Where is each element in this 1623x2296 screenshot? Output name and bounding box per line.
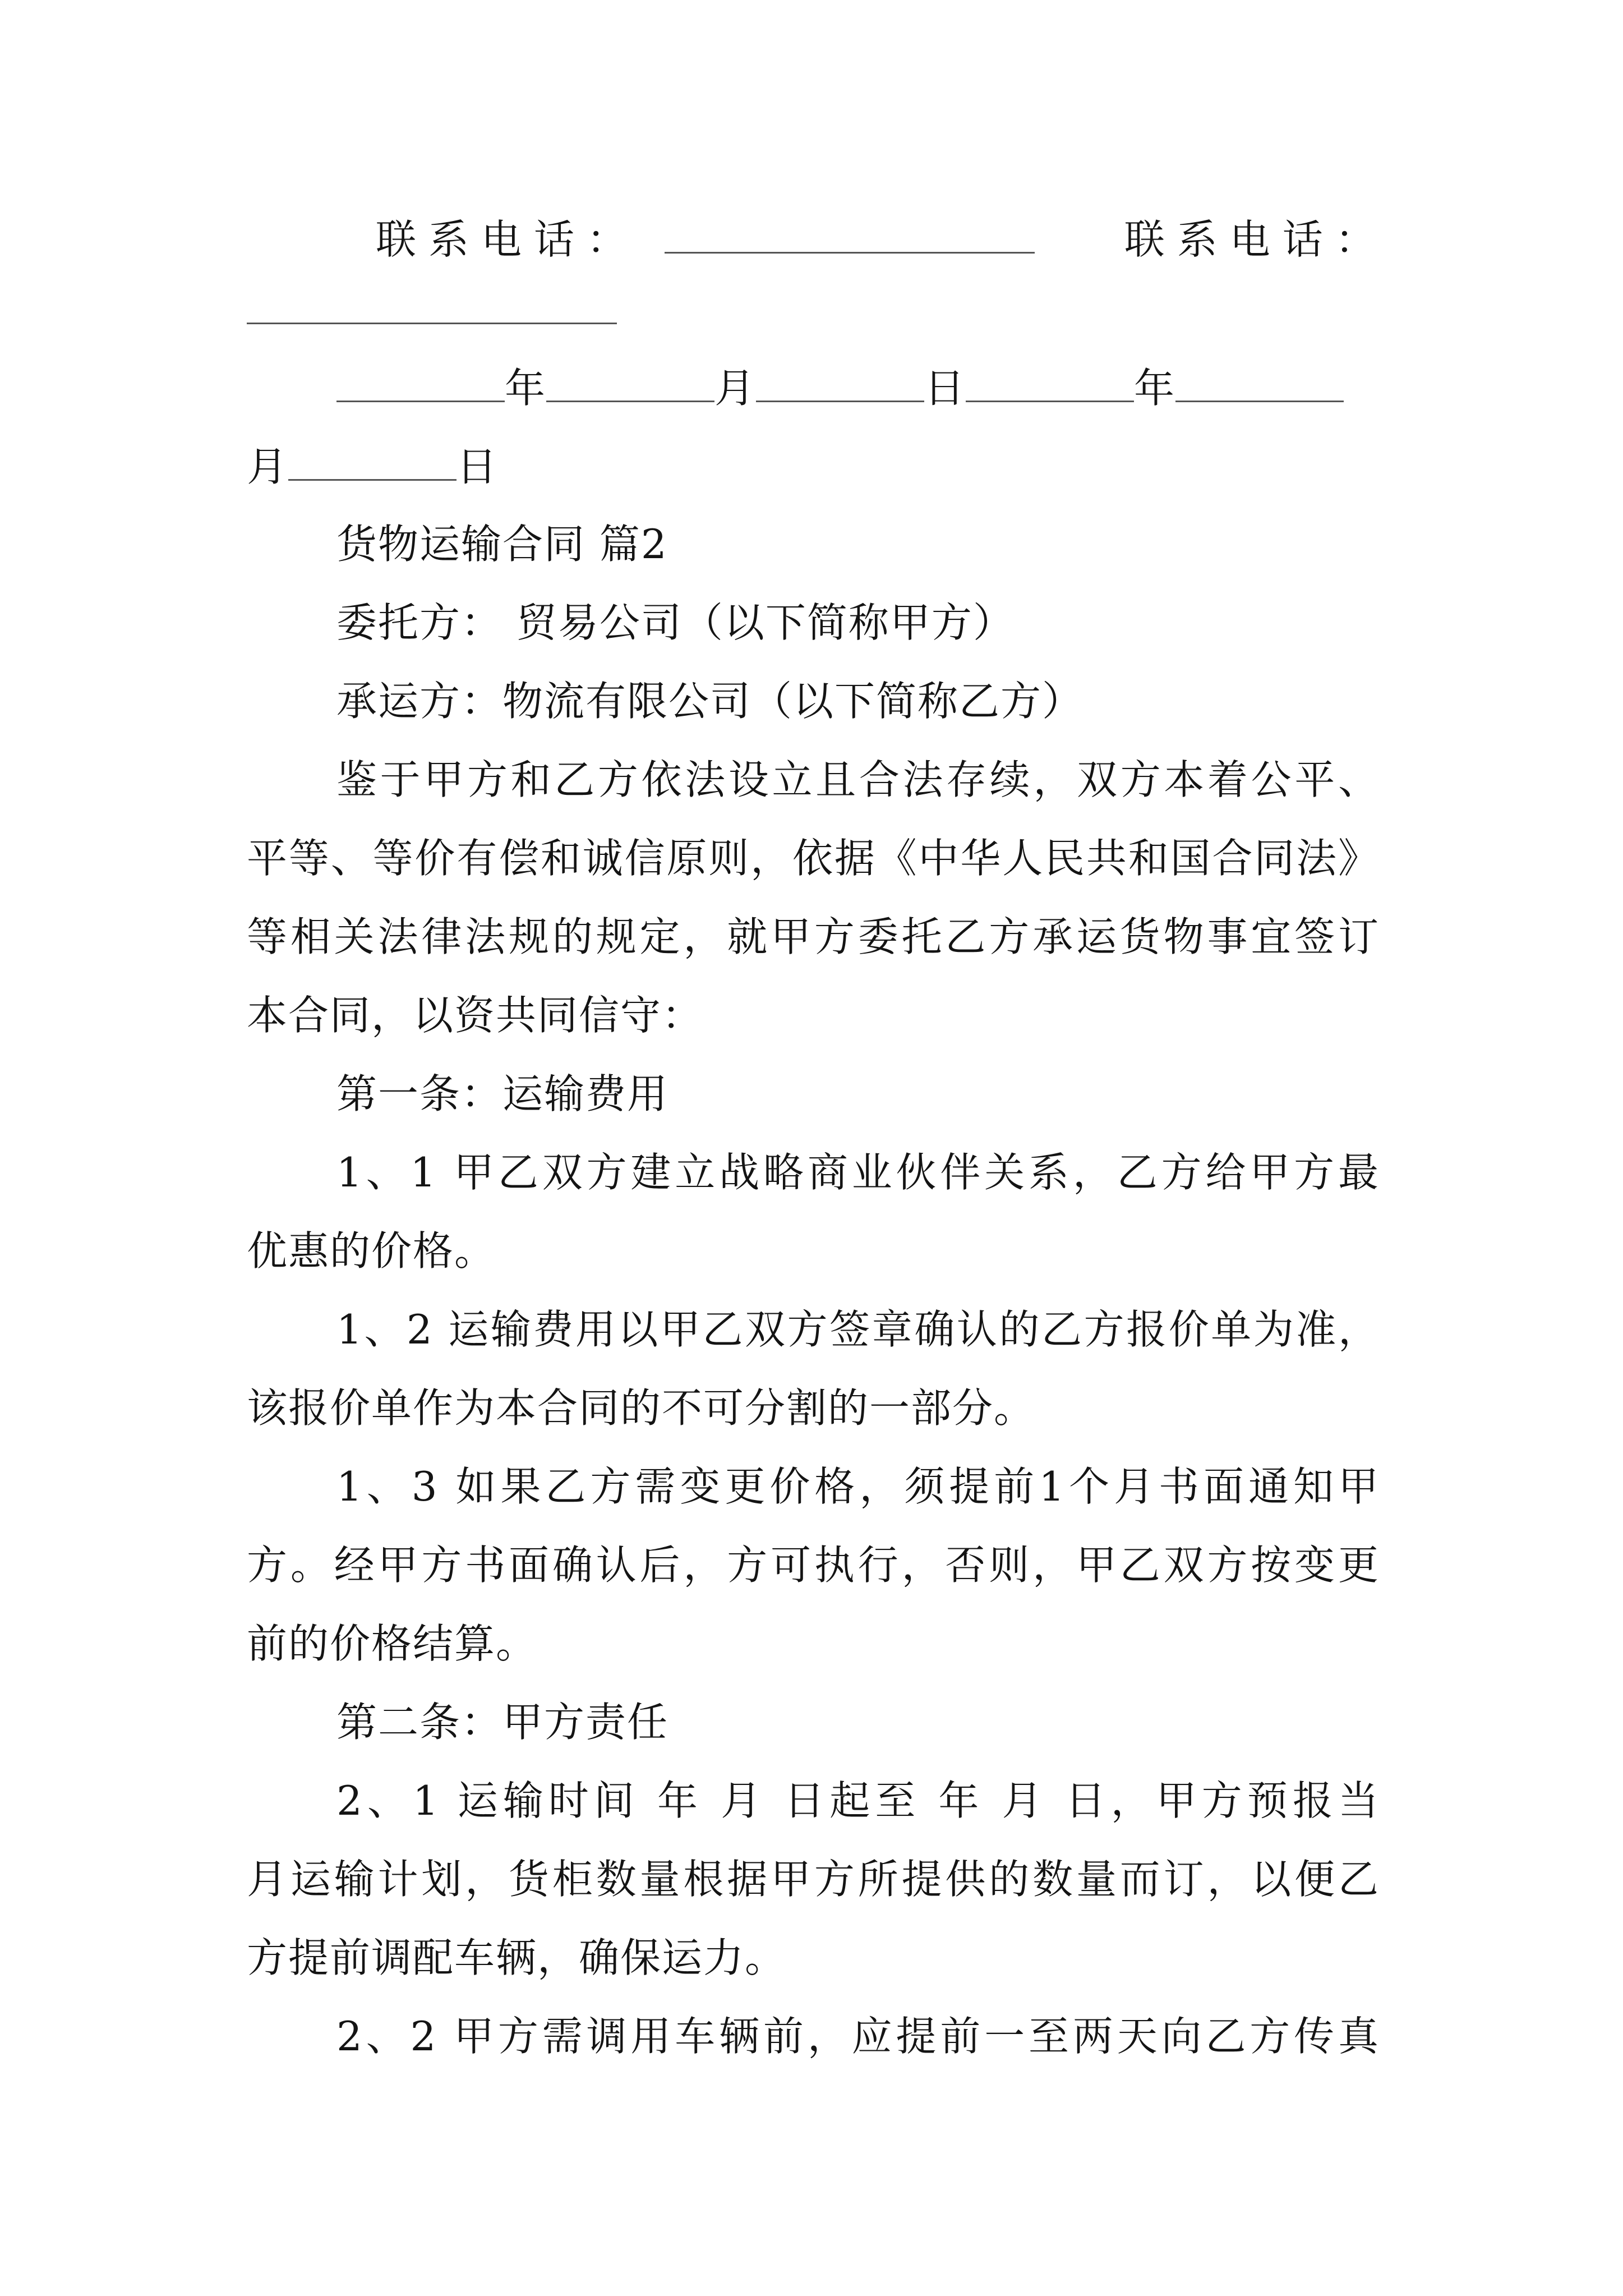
clause-line: 方。经甲方书面确认后，方可执行，否则，甲乙双方按变更 — [247, 1542, 1380, 1589]
contact-phone-label-right: 联系电话： — [1124, 216, 1388, 263]
year-label-2: 年 — [1134, 365, 1176, 412]
date-blank — [966, 365, 1134, 402]
contract-title: 货物运输合同 篇2 — [336, 521, 668, 568]
clause-line: 1、2 运输费用以甲乙双方签章确认的乙方报价单为准， — [336, 1306, 1380, 1353]
preamble-line: 等相关法律法规的规定，就甲方委托乙方承运货物事宜签订 — [247, 913, 1380, 960]
clause-line: 该报价单作为本合同的不可分割的一部分。 — [247, 1384, 1036, 1432]
clause-line: 优惠的价格。 — [247, 1227, 496, 1274]
clause-line: 方提前调配车辆，确保运力。 — [247, 1934, 787, 1981]
month-label-1: 月 — [714, 365, 757, 412]
preamble-line: 平等、等价有偿和诚信原则，依据《中华人民共和国合同法》 — [247, 835, 1380, 882]
clause-line: 2、2 甲方需调用车辆前，应提前一至两天向乙方传真 — [336, 2013, 1380, 2060]
article1-heading: 第一条：运输费用 — [336, 1070, 669, 1117]
phone-blank-left — [665, 216, 1035, 254]
date-row-2 — [247, 443, 498, 489]
clause-line: 月运输计划，货柜数量根据甲方所提供的数量而订，以便乙 — [247, 1856, 1380, 1903]
date-blank — [756, 365, 924, 402]
phone-blank-right — [247, 323, 617, 324]
clause-line: 前的价格结算。 — [247, 1620, 538, 1667]
contact-phone-label-left: 联系电话： — [376, 216, 640, 263]
carrier-line: 承运方：物流有限公司（以下简称乙方） — [336, 678, 1084, 725]
preamble-line: 本合同，以资共同信守： — [247, 992, 704, 1039]
consignor-line: 委托方： 贸易公司（以下简称甲方） — [336, 599, 1015, 646]
preamble-line: 鉴于甲方和乙方依法设立且合法存续，双方本着公平、 — [336, 756, 1380, 803]
clause-line: 2、1 运输时间 年 月 日起至 年 月 日，甲方预报当 — [336, 1777, 1380, 1824]
date-row-1 — [336, 365, 1344, 411]
month-label-2: 月 — [247, 443, 289, 490]
day-label-2: 日 — [457, 443, 499, 490]
day-label-1: 日 — [924, 365, 966, 412]
date-blank — [1175, 365, 1344, 402]
date-blank — [336, 365, 505, 402]
article2-heading: 第二条：甲方责任 — [336, 1699, 669, 1746]
date-blank — [288, 443, 457, 481]
clause-line: 1、3 如果乙方需变更价格，须提前1个月书面通知甲 — [336, 1463, 1380, 1510]
contact-phone-row — [376, 216, 1388, 263]
date-blank — [546, 365, 714, 402]
year-label-1: 年 — [505, 365, 547, 412]
clause-line: 1、1 甲乙双方建立战略商业伙伴关系，乙方给甲方最 — [336, 1149, 1380, 1196]
